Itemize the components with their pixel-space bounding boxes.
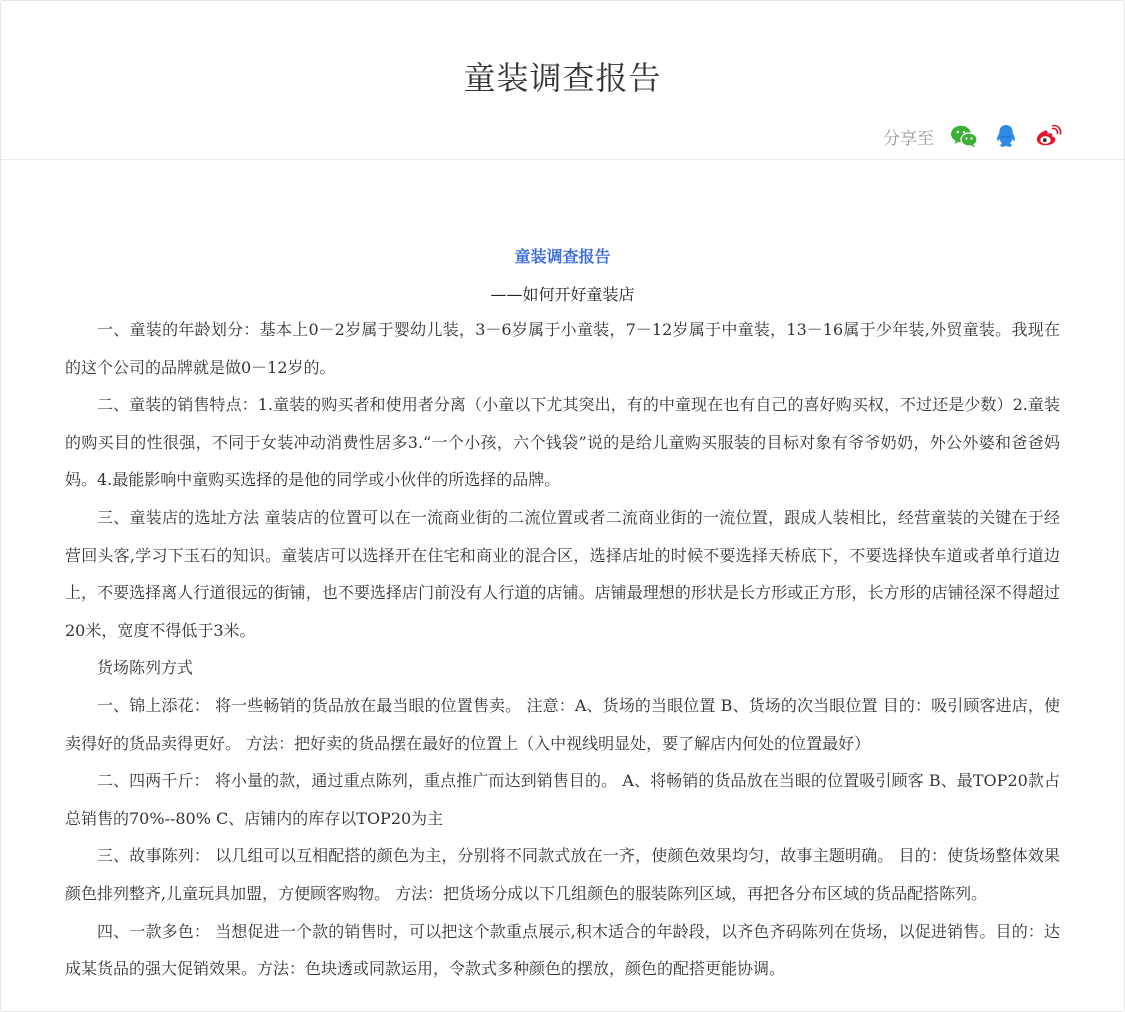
page-title: 童装调查报告 xyxy=(463,59,662,97)
paragraph: 四、一款多色： 当想促进一个款的销售时，可以把这个款重点展示,积木适合的年龄段，以齐色齐码陈列在货场，以促进销售。目的：达成某货品的强大促销效果。方法：色块透或同款运用，令款式多种颜色的摆放，颜色的配搭更能协调。 xyxy=(65,921,1060,979)
page-header xyxy=(1,1,1124,160)
article-title: 童装调查报告 xyxy=(514,247,611,266)
share-label: 分享至 xyxy=(883,128,934,149)
paragraph: 货场陈列方式 xyxy=(97,658,194,678)
paragraph: 三、故事陈列： 以几组可以互相配搭的颜色为主，分别将不同款式放在一齐，使颜色效果均匀，故事主题明确。 目的：使货场整体效果颜色排列整齐,儿童玩具加盟，方便顾客购物。 方法：把货场分成以下几组颜色的服装陈列区域，再把各分布区域的货品配搭陈列。 xyxy=(65,846,1060,903)
weibo-icon[interactable] xyxy=(1034,123,1062,149)
paragraph: 一、锦上添花： 将一些畅销的货品放在最当眼的位置售卖。 注意：A、货场的当眼位置 B、货场的次当眼位置 目的：吸引顾客进店，使卖得好的货品卖得更好。 方法：把好卖的货品摆在最好的位置上（入中视线明显处，要了解店内何处的位置最好） xyxy=(65,695,1060,753)
article-subtitle: ——如何开好童装店 xyxy=(490,285,635,304)
wechat-icon[interactable] xyxy=(950,123,978,149)
paragraph: 二、童装的销售特点：1.童装的购买者和使用者分离（小童以下尤其突出，有的中童现在也有自己的喜好购买权，不过还是少数）2.童装的购买目的性很强，不同于女装冲动消费性居多3.“一个小孩，六个钱袋”说的是给儿童购买服装的目标对象有爷爷奶奶，外公外婆和爸爸妈妈。4.最能影响中童购买选择的是他的同学或小伙伴的所选择的品牌。 xyxy=(65,395,1060,490)
qq-icon[interactable] xyxy=(992,123,1020,149)
paragraph: 二、四两千斤： 将小量的款，通过重点陈列，重点推广而达到销售目的。 A、将畅销的货品放在当眼的位置吸引顾客 B、最TOP20款占总销售的70%--80% C、店铺内的库存以TOP20为主 xyxy=(65,771,1060,828)
paragraph: 三、童装店的选址方法 童装店的位置可以在一流商业街的二流位置或者二流商业街的一流位置，跟成人装相比，经营童装的关键在于经营回头客,学习下玉石的知识。童装店可以选择开在住宅和商业的混合区，选择店址的时候不要选择天桥底下，不要选择快车道或者单行道边上，不要选择离人行道很远的街铺，也不要选择店门前没有人行道的店铺。店铺最理想的形状是长方形或正方形，长方形的店铺径深不得超过20米，宽度不得低于3米。 xyxy=(65,507,1060,640)
paragraph: 一、童装的年龄划分：基本上0－2岁属于婴幼儿装，3－6岁属于小童装，7－12岁属于中童装，13－16属于少年装,外贸童装。我现在的这个公司的品牌就是做0－12岁的。 xyxy=(65,320,1060,377)
article-body xyxy=(65,311,1060,988)
share-bar xyxy=(883,123,1062,149)
